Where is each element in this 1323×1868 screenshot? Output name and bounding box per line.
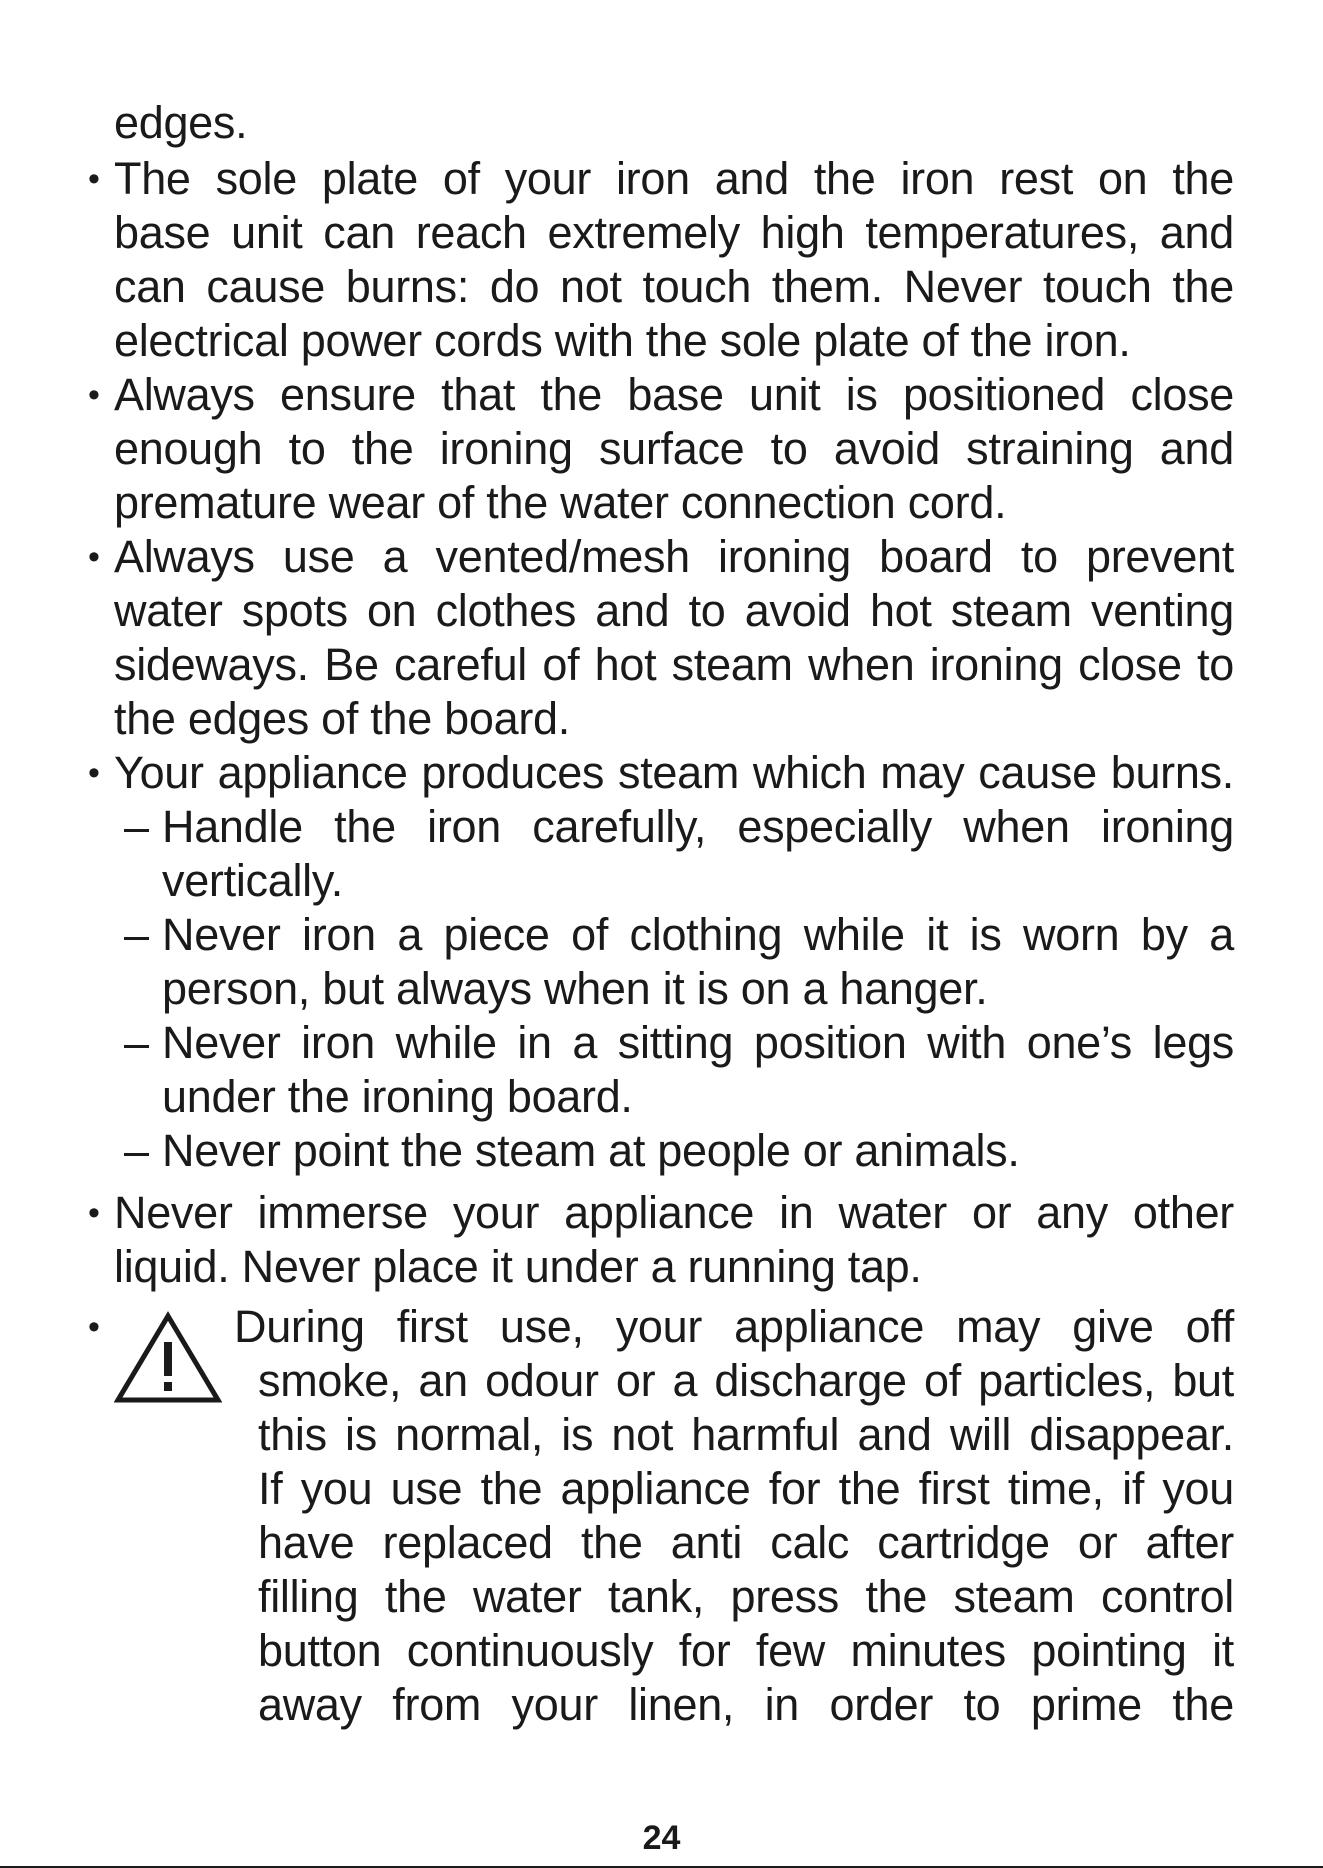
text-line: Never iron a piece of clothing while it is worn by a — [162, 909, 1234, 960]
bullet-marker: • — [88, 1308, 100, 1346]
text-line: have replaced the anti calc cartridge or after — [258, 1517, 1234, 1568]
text-line: can cause burns: do not touch them. Never touch the — [114, 261, 1234, 312]
text-line: enough to the ironing surface to avoid straining and — [114, 423, 1234, 474]
text-line: smoke, an odour or a discharge of particles, but — [258, 1355, 1234, 1406]
text-line: Never iron while in a sitting position with one’s legs — [162, 1017, 1234, 1068]
text-line: water spots on clothes and to avoid hot steam venting — [114, 585, 1234, 636]
bullet-marker: • — [88, 1194, 100, 1232]
text-line: The sole plate of your iron and the iron rest on the — [114, 153, 1234, 204]
text-line: Always use a vented/mesh ironing board to prevent — [114, 531, 1234, 582]
text-line: premature wear of the water connection cord. — [114, 477, 1007, 528]
text-line: Handle the iron carefully, especially when ironing — [162, 801, 1234, 852]
bullet-marker: • — [88, 160, 100, 198]
text-line: base unit can reach extremely high temperatures, and — [114, 207, 1234, 258]
text-line: person, but always when it is on a hanger. — [162, 963, 988, 1014]
text-line: During first use, your appliance may give off — [234, 1301, 1234, 1352]
dash-marker: – — [124, 1017, 150, 1068]
bullet-marker: • — [88, 538, 100, 576]
text-line: edges. — [114, 97, 248, 148]
bullet-marker: • — [88, 754, 100, 792]
dash-marker: – — [124, 1125, 150, 1176]
bullet-marker: • — [88, 376, 100, 414]
text-line: liquid. Never place it under a running tap. — [114, 1241, 922, 1292]
text-line: Never immerse your appliance in water or any other — [114, 1187, 1234, 1238]
warning-triangle-icon — [114, 1310, 222, 1406]
text-line: Always ensure that the base unit is positioned close — [114, 369, 1234, 420]
page-number: 24 — [642, 1819, 681, 1857]
text-line: Never point the steam at people or animals. — [162, 1125, 1020, 1176]
text-line: button continuously for few minutes pointing it — [258, 1625, 1234, 1676]
text-line: vertically. — [162, 855, 343, 906]
text-line: electrical power cords with the sole plate of the iron. — [114, 315, 1131, 366]
text-line: Your appliance produces steam which may cause burns. — [114, 747, 1234, 798]
text-line: sideways. Be careful of hot steam when ironing close to — [114, 639, 1234, 690]
text-line: away from your linen, in order to prime the — [258, 1679, 1234, 1730]
text-line: the edges of the board. — [114, 693, 570, 744]
text-line: under the ironing board. — [162, 1071, 633, 1122]
text-line: this is normal, is not harmful and will disappear. — [258, 1409, 1234, 1460]
dash-marker: – — [124, 909, 150, 960]
text-line: If you use the appliance for the first time, if you — [258, 1463, 1234, 1514]
text-line: filling the water tank, press the steam control — [258, 1571, 1234, 1622]
dash-marker: – — [124, 801, 150, 852]
